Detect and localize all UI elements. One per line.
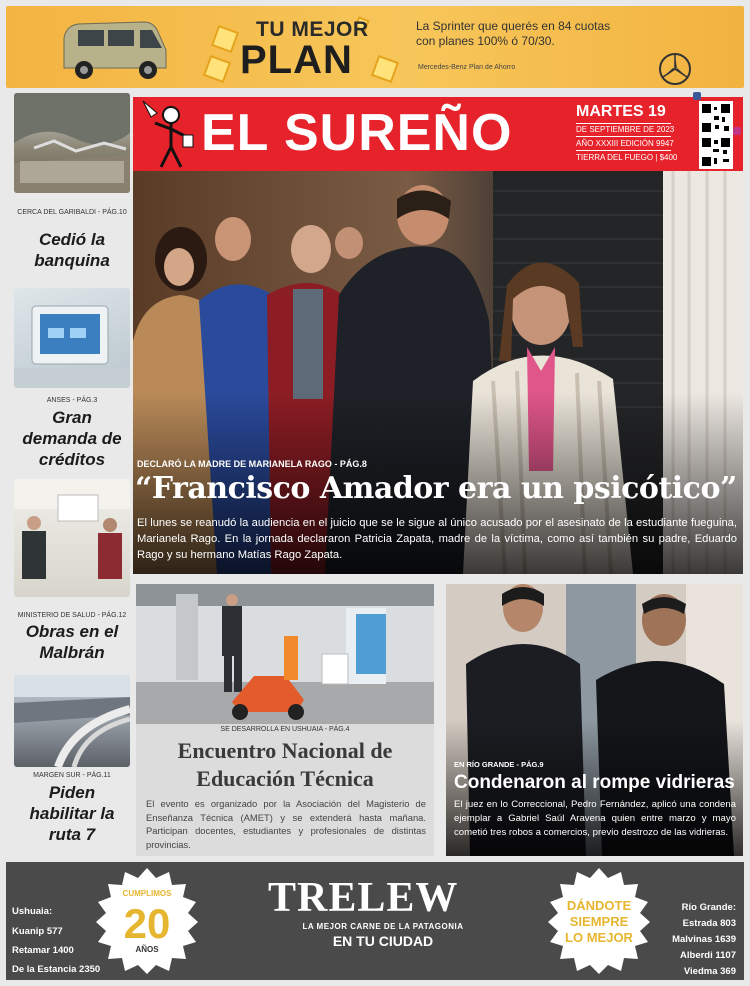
ad-headline-main: PLAN — [240, 38, 353, 82]
sidebar-photo-landslide[interactable] — [14, 93, 130, 193]
instagram-icon[interactable] — [733, 127, 741, 135]
sidebar-kicker: MINISTERIO DE SALUD - PÁG.12 — [17, 612, 127, 619]
sidebar-headline[interactable]: Piden habilitar la ruta 7 — [29, 783, 115, 844]
badge-top-text: CUMPLIMOS — [122, 889, 172, 898]
story-3-kicker: EN RÍO GRANDE - PÁG.9 — [454, 760, 544, 769]
qr-code-icon[interactable] — [699, 101, 733, 135]
sidebar-kicker: MARGEN SUR - PÁG.11 — [33, 772, 111, 779]
story-2-kicker: SE DESARROLLA EN USHUAIA - PÁG.4 — [220, 726, 350, 733]
ad-copy: La Sprinter que querés en 84 cuotas con planes 100% ó 70/30. — [416, 19, 611, 48]
badge-bottom-text: AÑOS — [135, 945, 159, 954]
sidebar-photo-route-aerial[interactable] — [14, 675, 130, 767]
qr-code-icon[interactable] — [699, 135, 733, 169]
story-2-photo[interactable] — [136, 584, 434, 724]
ad-city-right: Río Grande: — [681, 902, 736, 913]
story-3-body: El juez en lo Correccional, Pedro Fernández, aplicó una condena ejemplar a Gabriel Saúl Aravena quien entre marzo y mayo cometió tres robos a comercios, previo destrozo de las vidrieras. — [454, 799, 736, 838]
ad-city-left: Ushuaia: — [12, 906, 53, 917]
ad-brand-logo[interactable]: TRELEW — [268, 875, 459, 921]
story-2-headline[interactable] — [136, 737, 434, 793]
ad-address: Viedma 369 — [683, 966, 736, 977]
ad-address: Retamar 1400 — [12, 945, 74, 956]
issue-region-price: TIERRA DEL FUEGO | $400 — [576, 153, 678, 162]
newspaper-logo[interactable]: EL SUREÑO — [201, 104, 513, 162]
anniversary-badge-icon — [92, 866, 202, 976]
divider — [576, 136, 671, 137]
sidebar-photo-malbran-meeting[interactable] — [14, 479, 130, 597]
story-3-headline[interactable]: Condenaron al rompe vidrieras — [454, 772, 735, 793]
ad-address: Malvinas 1639 — [672, 934, 736, 945]
ad-headline-top: TU MEJOR — [256, 18, 369, 41]
story-2-body: El evento es organizado por la Asociación del Magisterio de Enseñanza Técnica (AMET) y se extenderá hasta mañana. Participan docentes, estudiantes y profesionales de distintas provincias. — [146, 798, 426, 850]
main-story — [133, 455, 743, 574]
sidebar-kicker: ANSES - PÁG.3 — [46, 397, 98, 404]
mascot-figure-icon — [137, 97, 197, 171]
divider — [576, 123, 671, 124]
sidebar-news-column — [14, 93, 130, 856]
ad-address: Alberdi 1107 — [680, 950, 736, 961]
issue-weekday: MARTES 19 — [576, 103, 666, 120]
ad-address: Kuanip 577 — [12, 926, 63, 937]
top-advertisement[interactable] — [6, 6, 744, 88]
decorative-cube-icon — [203, 55, 231, 83]
issue-date: DE SEPTIEMBRE DE 2023 — [576, 125, 675, 134]
ad-brand: Mercedes-Benz Plan de Ahorro — [418, 64, 516, 71]
ad-address: De la Estancia 2350 — [12, 964, 101, 975]
decorative-cube-icon — [371, 55, 399, 83]
story-2-headline-line1: Encuentro Nacional de — [177, 738, 393, 763]
sidebar-headline[interactable]: Obras en el Malbrán — [25, 622, 119, 662]
badge-number: 20 — [123, 900, 171, 947]
ad-address: Estrada 803 — [682, 918, 736, 929]
main-story-body: El lunes se reanudó la audiencia en el juicio que se le sigue al único acusado por el asesinato de la estudiante fueguina, Marianela Rago. En la jornada declararon Patricia Zapata, madre de la víctima, como así también su padre, Eduardo Rago y su hermano Matías Rago Zapata. — [137, 517, 737, 561]
bottom-advertisement[interactable] — [6, 862, 744, 980]
slogan-line: DÁNDOTE — [566, 898, 632, 913]
story-2-headline-line2: Educación Técnica — [196, 766, 374, 791]
main-story-headline[interactable]: “Francisco Amador era un psicótico” — [135, 471, 737, 506]
slogan-line: LO MEJOR — [565, 930, 633, 945]
decorative-cube-icon — [211, 25, 239, 53]
slogan-line: SIEMPRE — [569, 914, 629, 929]
divider — [576, 150, 671, 151]
ad-tagline-city: EN TU CIUDAD — [332, 933, 434, 949]
sidebar-headline[interactable]: Cedió la banquina — [34, 230, 110, 270]
slogan-badge-icon — [544, 866, 654, 976]
facebook-icon[interactable] — [693, 92, 701, 100]
sprinter-van-image — [58, 16, 170, 82]
masthead — [133, 97, 743, 171]
mercedes-star-icon — [658, 52, 692, 86]
ad-tagline: LA MEJOR CARNE DE LA PATAGONIA — [302, 922, 464, 931]
sidebar-headline[interactable]: Gran demanda de créditos — [22, 408, 122, 469]
story-education-meeting — [136, 584, 434, 856]
issue-edition: AÑO XXXIII EDICIÓN 9947 — [576, 139, 674, 148]
sidebar-photo-anses-terminal[interactable] — [14, 288, 130, 388]
story-vandal-sentenced[interactable] — [446, 584, 743, 856]
sidebar-kicker: CERCA DEL GARIBALDI - PÁG.10 — [17, 209, 127, 216]
main-story-kicker: DECLARÓ LA MADRE DE MARIANELA RAGO - PÁG.8 — [137, 459, 367, 469]
